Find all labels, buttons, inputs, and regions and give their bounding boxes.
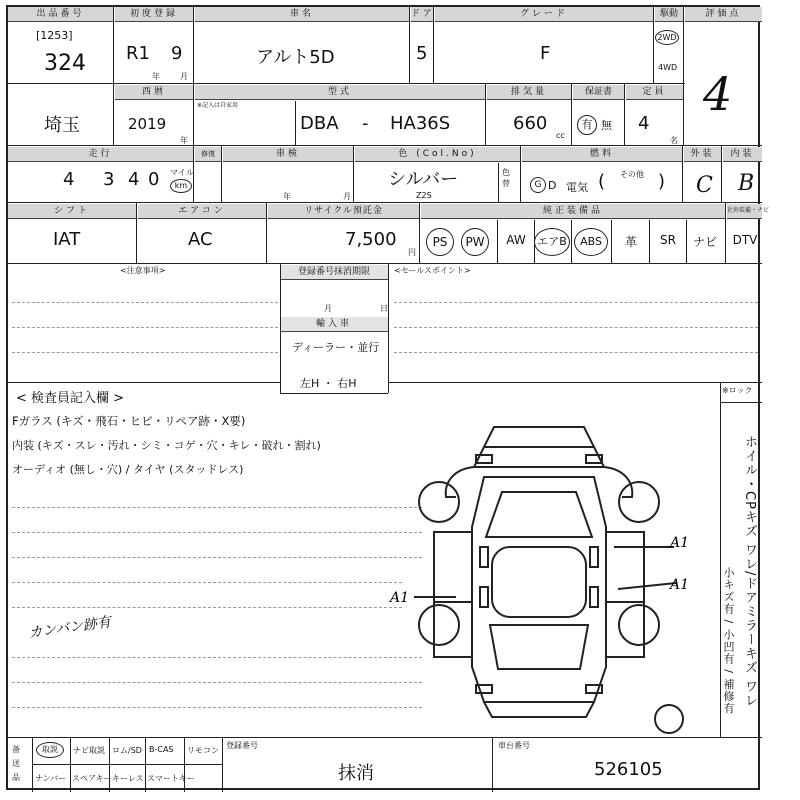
lot-number: 324	[44, 51, 86, 76]
model-type-dash: -	[362, 113, 369, 134]
inspector-line-audio-tire: オーディオ (無し・穴) / タイヤ (スタッドレス)	[12, 463, 244, 476]
recycle-amount: 7,500	[345, 229, 397, 250]
plate-expiry-header: 登録番号抹消期限	[280, 265, 388, 280]
inspection-year-unit: 年	[283, 192, 291, 201]
equip-pw: PW	[461, 228, 489, 256]
inspector-line-interior: 内装 (キズ・スレ・汚れ・シミ・コゲ・穴・キレ・破れ・割れ)	[12, 439, 321, 452]
model-type-prefix: DBA	[300, 113, 339, 134]
equip-leather: 革	[624, 235, 637, 249]
fuel-close-paren: )	[658, 171, 666, 192]
damage-mark-right-lower: A1	[670, 577, 690, 593]
mileage-unit-mile: マイル	[170, 168, 194, 177]
fuel-open-paren: (	[598, 171, 606, 192]
color-name: シルバー	[388, 169, 459, 190]
aircon-value: AC	[188, 229, 213, 250]
fuel-gasoline: G	[530, 177, 546, 193]
accessory-bcas: B-CAS	[149, 745, 174, 754]
color-change-label: 色替	[502, 168, 510, 188]
chassis-label: 車台番号	[498, 741, 530, 750]
first-reg-year-unit: 年	[152, 72, 160, 81]
model-year-value: 2019	[128, 115, 167, 133]
aircon-header: エアコン	[138, 204, 266, 219]
damage-mark-right-upper: A1	[670, 535, 690, 551]
grade-header: グレード	[435, 7, 653, 22]
first-reg-header: 初度登録	[115, 7, 193, 22]
mileage-header: 走行	[8, 147, 193, 162]
mileage-unit-km: km	[170, 179, 192, 193]
import-steering: 左H ・ 右H	[300, 377, 357, 390]
warranty-no: 無	[601, 119, 612, 132]
accessory-manual: 取説	[36, 742, 64, 758]
lock-label: ※ロック	[722, 386, 753, 395]
color-header: 色 (Col.No)	[355, 147, 520, 162]
displacement-header: 排気量	[487, 85, 571, 100]
car-name-header: 車名	[195, 7, 409, 22]
model-year-unit: 年	[180, 136, 188, 145]
grade-value: F	[540, 43, 551, 64]
inspection-header: 車検	[223, 147, 353, 162]
vertical-note-sub: 小キズ有 / 小凹有 / 補修有	[722, 567, 735, 715]
mileage-digit-4: 0	[148, 169, 160, 190]
fuel-diesel: D	[548, 179, 557, 192]
lot-no-header: 出品番号	[8, 7, 113, 22]
car-damage-diagram	[384, 407, 714, 737]
drive-4wd-option: 4WD	[658, 63, 678, 72]
accessory-navi-manual: ナビ取説	[73, 746, 105, 755]
chassis-value: 526105	[594, 759, 663, 780]
first-reg-month: 9	[171, 43, 183, 64]
accessory-spare-key: スペアキー	[72, 774, 112, 783]
warranty-yes: 有	[577, 115, 597, 135]
fuel-header: 燃料	[522, 147, 682, 162]
shift-value: IAT	[53, 229, 81, 250]
notes-label: <注意事項>	[120, 266, 166, 275]
accessory-keyless: キーレス	[112, 774, 144, 783]
capacity-unit: 名	[670, 136, 678, 145]
equip-navi: ナビ	[692, 235, 717, 249]
lot-bracket-number: [1253]	[36, 29, 73, 42]
drive-header: 駆動	[655, 7, 683, 22]
displacement-value: 660	[513, 113, 548, 134]
warranty-header: 保証書	[573, 85, 624, 100]
sales-points-label: <セールスポイント>	[394, 266, 471, 275]
doors-header: ドア	[411, 7, 433, 22]
vertical-note-main: ホイル・CPキズ ワレ/ドアミラーキズ ワレ	[742, 435, 757, 708]
equip-airbag: エアB	[534, 228, 570, 256]
import-header: 輸入車	[280, 317, 388, 332]
capacity-value: 4	[638, 113, 650, 134]
reg-no-value: 抹消	[338, 763, 374, 784]
recycle-header: リサイクル預託金	[268, 204, 419, 219]
handwritten-note: カンバン跡有	[27, 614, 112, 642]
fuel-electric: 電気	[566, 181, 588, 194]
interior-header: 内装	[723, 147, 762, 162]
accessory-smart-key: スマートキー	[147, 774, 195, 783]
region-value: 埼玉	[44, 115, 80, 136]
inspector-label: < 検査員記入欄 >	[16, 391, 125, 406]
mileage-digit-3: 4	[128, 169, 140, 190]
accessory-number-plate: ナンバー	[35, 774, 67, 783]
accessory-remote: リモコン	[187, 746, 219, 755]
reg-no-label: 登録番号	[226, 741, 258, 750]
displacement-unit: cc	[556, 131, 565, 140]
equip-dtv: DTV	[732, 233, 758, 247]
auction-sheet	[6, 5, 770, 790]
doors-value: 5	[416, 43, 428, 64]
color-code: Z2S	[416, 191, 432, 200]
pre-install-header: 社外装備・ナビ	[727, 204, 762, 219]
fuel-other-label: その他	[620, 170, 644, 179]
inspection-month-unit: 月	[343, 192, 351, 201]
mileage-digit-2: 3	[103, 169, 115, 190]
repair-header: 修復	[195, 147, 221, 162]
first-reg-era: R1	[126, 43, 150, 64]
shift-header: シフト	[8, 204, 136, 219]
equip-aw: AW	[506, 233, 526, 247]
first-reg-month-unit: 月	[180, 72, 188, 81]
exterior-grade-value: C	[696, 173, 713, 198]
drive-2wd-option: 2WD	[655, 30, 679, 45]
model-type-note: ※記入は自家用	[197, 102, 239, 109]
equip-abs: ABS	[574, 228, 608, 256]
car-name-value: アルト5D	[256, 47, 335, 68]
inspector-line-windshield: Fガラス (キズ・飛石・ヒビ・リペア跡・X要)	[12, 414, 246, 428]
model-year-header: 西暦	[115, 85, 193, 100]
equip-sunroof: SR	[660, 233, 676, 247]
capacity-header: 定員	[626, 85, 683, 100]
exterior-header: 外装	[684, 147, 721, 162]
recycle-unit: 円	[408, 248, 416, 257]
equip-ps: PS	[426, 228, 454, 256]
rating-value: 4	[703, 67, 733, 121]
rating-header: 評価点	[685, 7, 762, 22]
plate-expiry-month: 月	[324, 304, 332, 313]
model-type-code: HA36S	[390, 113, 451, 134]
interior-grade-value: B	[738, 171, 755, 196]
import-type: ディーラー・並行	[292, 341, 380, 354]
accessory-side-label: 备送品	[12, 745, 20, 782]
mileage-digit-1: 4	[63, 169, 75, 190]
damage-mark-left: A1	[390, 590, 410, 606]
plate-expiry-day: 日	[380, 304, 388, 313]
model-type-header: 型式	[195, 85, 485, 100]
equipment-header: 純正装備品	[421, 204, 725, 219]
accessory-rom-sd: ロム/SD	[112, 746, 142, 755]
